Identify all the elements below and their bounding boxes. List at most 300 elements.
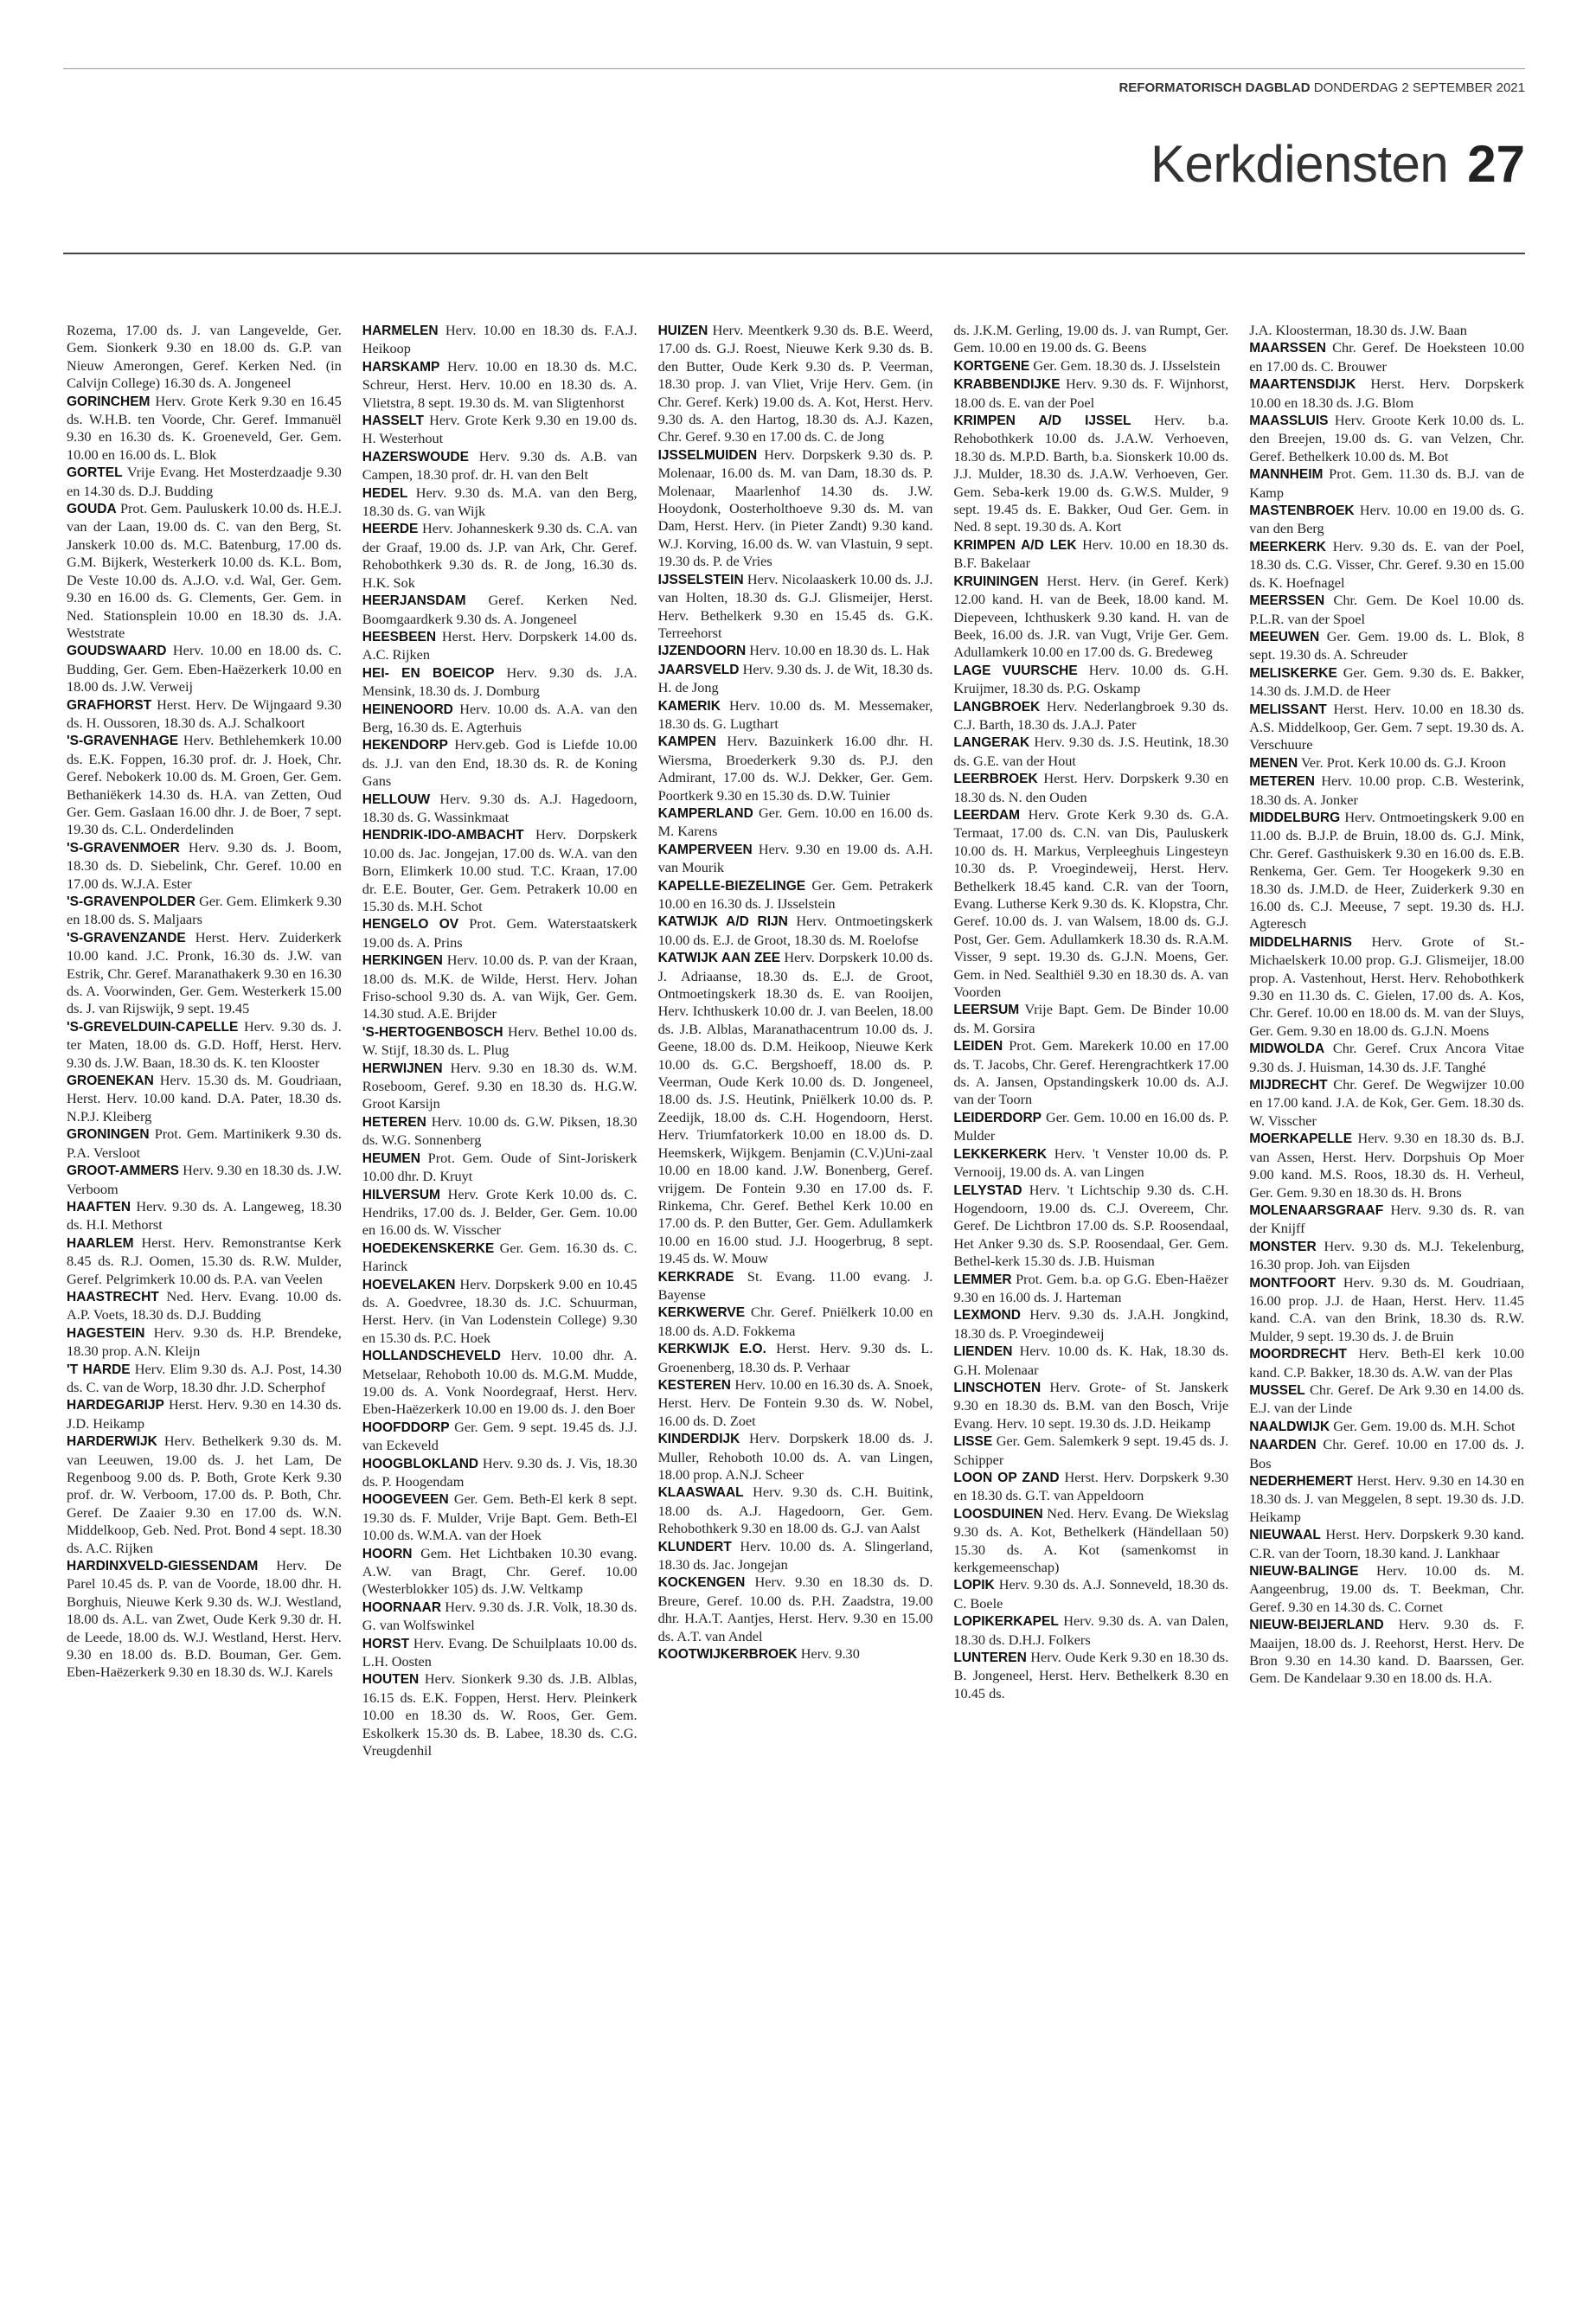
service-details: Herv. Ontmoetingskerk 10.00 ds. E.J. de Groot, 18.30 ds. M. Roelofse	[657, 913, 933, 948]
church-service-entry	[67, 1288, 342, 1324]
church-service-entry	[67, 1396, 342, 1433]
place-name: LEKKERKERK	[953, 1146, 1048, 1162]
place-name: MASTENBROEK	[1249, 503, 1355, 519]
service-details: Herv. 10.00 ds. M. Aangeenbrug, 19.00 ds. T. Beekman, Chr. Geref. 9.30 en 14.30 ds. C. Cornet	[1249, 1562, 1524, 1615]
church-service-entry	[362, 484, 638, 521]
church-service-entry	[953, 1037, 1228, 1109]
place-name: MIDDELBURG	[1249, 810, 1341, 825]
church-service-entry	[658, 733, 933, 804]
church-service-entry	[67, 1072, 342, 1125]
church-service-entry	[658, 697, 933, 734]
place-name: HEDEL	[362, 485, 408, 501]
service-details: Herv. 9.30 ds. J.A.H. Jongkind, 18.30 ds. P. Vroegindeweij	[953, 1306, 1229, 1342]
church-service-entry	[1249, 1526, 1524, 1562]
church-service-entry	[658, 949, 933, 1267]
place-name: KERKWERVE	[657, 1305, 746, 1321]
service-details: Herv. 10.00 en 18.30 ds. F.A.J. Heikoop	[362, 322, 638, 357]
church-service-entry	[658, 322, 933, 446]
place-name: 'T HARDE	[67, 1362, 131, 1377]
service-details: Herv. 9.30 en 18.30 ds. W.M. Roseboom, Geref. 9.30 en 18.30 ds. H.G.W. Groot Karsijn	[362, 1059, 638, 1112]
service-details: Herv. b.a. Rehobothkerk 10.00 ds. J.A.W. Verhoeven, 18.30 ds. M.P.D. Barth, b.a. Sionskerk 10.00 ds. J.J. Mulder, 18.30 ds. J.A.W. Verhoeven, Ger. Gem. Seba-kerk 19.00 ds. G.W.S. Mulder, 9 sept. 19.45 ds. E. Bakker, Oud Ger. Gem. in Ned. 8 sept. 19.30 ds. A. Kort	[953, 412, 1229, 535]
place-name: KINDERDIJK	[657, 1432, 740, 1447]
place-name: MONTFOORT	[1249, 1275, 1336, 1291]
service-details: Herv. 9.30 en 18.30 ds. D. Breure, Geref. 10.00 ds. P.H. Zaadstra, 19.00 dhr. H.A.T. Aantjes, Herst. Herv. 9.30 en 15.00 ds. A.T. van Andel	[657, 1574, 933, 1644]
place-name: KOCKENGEN	[657, 1575, 746, 1591]
place-name: HEINENOORD	[362, 702, 453, 717]
church-service-entry	[658, 661, 933, 697]
church-service-entry	[1249, 1130, 1524, 1202]
church-service-entry	[658, 804, 933, 841]
church-service-entry	[67, 893, 342, 929]
service-details: Chr. Geref. De Wegwijzer 10.00 en 17.00 kand. J.A. de Kok, Ger. Gem. 18.30 ds. W. Visscher	[1249, 1076, 1524, 1129]
church-service-entry	[362, 1599, 638, 1635]
church-service-entry	[1249, 1345, 1524, 1381]
place-name: HOORNAAR	[362, 1599, 442, 1615]
place-name: MOERKAPELLE	[1249, 1131, 1353, 1147]
masthead-date: DONDERDAG 2 SEPTEMBER 2021	[1313, 80, 1525, 95]
place-name: 'S-GRAVENMOER	[67, 840, 180, 856]
service-details: Herv. 10.00 en 18.00 ds. C. Budding, Ger. Gem. Eben-Haëzerkerk 10.00 en 18.00 ds. J.W. Verweij	[67, 642, 342, 695]
service-details: Prot. Gem. b.a. op G.G. Eben-Haëzer 9.30 en 16.00 ds. J. Harteman	[953, 1270, 1229, 1305]
place-name: LELYSTAD	[953, 1183, 1022, 1198]
church-service-entry	[953, 357, 1228, 375]
church-service-entry	[1249, 1238, 1524, 1274]
service-details: Herst. Herv. Dorpskerk 14.00 ds. A.C. Rijken	[362, 627, 638, 663]
service-details: Chr. Geref. De Ark 9.30 en 14.00 ds. E.J. van der Linde	[1249, 1381, 1524, 1417]
place-name: HOLLANDSCHEVELD	[362, 1349, 501, 1364]
church-service-entry	[362, 322, 638, 358]
place-name: KAPELLE-BIEZELINGE	[657, 878, 806, 894]
place-name: HILVERSUM	[362, 1187, 440, 1202]
top-rule	[63, 68, 1525, 69]
service-details: J.A. Kloosterman, 18.30 ds. J.W. Baan	[1249, 322, 1467, 338]
place-name: HOOFDDORP	[362, 1420, 450, 1435]
church-service-entry	[362, 1276, 638, 1348]
church-service-entry	[362, 520, 638, 592]
service-details: Herv. Bethel 10.00 ds. W. Stijf, 18.30 ds. L. Plug	[362, 1022, 638, 1059]
church-service-entry	[953, 1433, 1228, 1469]
church-service-entry	[362, 701, 638, 737]
place-name: GRONINGEN	[67, 1127, 150, 1143]
church-service-entry	[362, 1545, 638, 1599]
church-service-entry	[953, 1145, 1228, 1182]
place-name: MOLENAARSGRAAF	[1249, 1202, 1384, 1218]
church-service-entry	[953, 1182, 1228, 1271]
service-details: Herv. 10.00 prop. C.B. Westerink, 18.30 ds. A. Jonker	[1249, 772, 1524, 808]
service-details: Herv. Bazuinkerk 16.00 dhr. H. Wiersma, Broederkerk 9.30 ds. P.J. den Admirant, 17.00 ds. W.J. Dekker, Ger. Gem. Poortkerk 9.30 en 15.30 ds. D.W. Tuinier	[657, 733, 933, 804]
church-service-entry	[953, 1271, 1228, 1307]
service-details: Ger. Gem. 19.00 ds. L. Blok, 8 sept. 19.30 ds. A. Schreuder	[1249, 627, 1524, 663]
service-details: Herv. Elim 9.30 ds. A.J. Post, 14.30 ds. C. van de Worp, 18.30 dhr. J.D. Scherphof	[67, 1360, 342, 1395]
church-service-entry	[67, 393, 342, 465]
church-service-entry	[1249, 754, 1524, 772]
church-service-entry	[67, 464, 342, 500]
church-service-entry	[362, 358, 638, 412]
church-service-entry	[362, 592, 638, 628]
service-details: Ger. Gem. 10.00 en 16.00 ds. P. Mulder	[953, 1108, 1229, 1144]
church-service-entry	[1249, 1274, 1524, 1346]
church-service-entry	[953, 1505, 1228, 1577]
service-details: Ger. Gem. Salemkerk 9 sept. 19.45 ds. J. Schipper	[953, 1433, 1229, 1468]
service-details: Herv. 9.30 ds. H.P. Brendeke, 18.30 prop. A.N. Kleijn	[67, 1324, 342, 1360]
place-name: LOPIKERKAPEL	[953, 1614, 1059, 1630]
place-name: HAASTRECHT	[67, 1289, 159, 1304]
church-service-entry	[362, 1060, 638, 1113]
service-details: Herv. Dorpskerk 9.30 ds. P. Molenaar, 16.00 ds. M. van Dam, 18.30 ds. P. Molenaar, Maarlenhof 14.30 ds. J.W. Hooydonk, Oosterholthoeve 9.30 ds. M. van Dam, Herst. Herv. (in Pieter Zandt) 9.30 kand. W.J. Korving, 16.00 ds. W. van Vlastuin, 9 sept. 19.30 ds. P. de Vries	[657, 445, 933, 570]
place-name: METEREN	[1249, 774, 1315, 790]
service-details: Herst. Herv. Zuiderkerk 10.00 kand. J.C. Pronk, 16.30 ds. J.W. van Estrik, Chr. Geref. Maranathakerk 9.30 en 16.30 ds. A. Voorwinden, Ger. Gem. Westerkerk 15.00 ds. J. van Rijswijk, 9 sept. 19.45	[67, 928, 342, 1017]
section-title: Kerkdiensten	[1151, 135, 1449, 193]
church-service-entry	[953, 1343, 1228, 1379]
service-details: Herv. Grote Kerk 9.30 en 19.00 ds. H. Westerhout	[362, 412, 638, 447]
place-name: HEERDE	[362, 522, 419, 537]
place-name: LISSE	[953, 1434, 993, 1450]
place-name: KATWIJK AAN ZEE	[657, 951, 781, 966]
service-details: Herv. 15.30 ds. M. Goudriaan, Herst. Herv. 10.00 kand. D.A. Pater, 18.30 ds. N.P.J. Kleiberg	[67, 1072, 342, 1125]
service-details: Herst. Herv. Dorpskerk 9.30 kand. C.R. van der Toorn, 18.30 kand. J. Lankhaar	[1249, 1526, 1524, 1561]
place-name: LIENDEN	[953, 1344, 1013, 1360]
place-name: HEESBEEN	[362, 629, 437, 644]
place-name: GOUDA	[67, 502, 117, 517]
place-name: 'S-GRAVENZANDE	[67, 930, 186, 945]
church-service-entry	[658, 1304, 933, 1340]
place-name: MEERSSEN	[1249, 593, 1325, 609]
service-details: Chr. Geref. Pniëlkerk 10.00 en 18.00 ds. A.D. Fokkema	[657, 1304, 933, 1339]
church-service-entry	[1249, 809, 1524, 933]
place-name: KAMPERVEEN	[657, 842, 753, 857]
church-service-entry	[362, 1113, 638, 1150]
service-details: Prot. Gem. Pauluskerk 10.00 ds. H.E.J. van der Laan, 19.00 ds. C. van den Berg, St. Janskerk 10.00 ds. M.C. Batenburg, 17.00 ds. G.M. Bijkerk, Westerkerk 10.00 ds. K.L. Bom, De Veste 10.00 ds. A.J.O. v.d. Wal, Ger. Gem. 9.30 en 16.00 ds. G. Clements, Ger. Gem. in Ned. Stationsplein 10.00 en 18.30 ds. J.A. Weststrate	[67, 500, 342, 641]
place-name: LANGBROEK	[953, 699, 1041, 715]
church-service-entry	[953, 1379, 1228, 1433]
church-service-entry	[953, 1649, 1228, 1702]
place-name: LEERBROEK	[953, 772, 1038, 787]
service-details: Herv. 9.30 ds. M.A. van den Berg, 18.30 ds. G. van Wijk	[362, 484, 638, 520]
service-details: Herst. Herv. (in Geref. Kerk) 12.00 kand. H. van de Beek, 18.00 kand. M. Diepeveen, Ichthuskerk 9.30 kand. H. van de Beek, 16.00 ds. J.R. van Vugt, Vrije Ger. Gem. Adullamkerk 10.00 en 17.00 ds. G. Bredeweg	[953, 572, 1229, 661]
service-details: Ger. Gem. 10.00 en 16.00 ds. M. Karens	[657, 804, 933, 840]
place-name: KAMERIK	[657, 698, 721, 714]
service-details: Herst. Herv. 9.30 ds. L. Groenenberg, 18.30 ds. P. Verhaar	[657, 1340, 933, 1375]
place-name: MOORDRECHT	[1249, 1347, 1347, 1362]
place-name: HASSELT	[362, 413, 424, 429]
service-details: Prot. Gem. Waterstaatskerk 19.00 ds. A. Prins	[362, 915, 638, 951]
service-details: St. Evang. 11.00 evang. J. Bayense	[657, 1267, 933, 1303]
service-details: ds. J.K.M. Gerling, 19.00 ds. J. van Rumpt, Ger. Gem. 10.00 en 19.00 ds. G. Beens	[953, 322, 1229, 356]
church-service-entry	[658, 1538, 933, 1574]
church-service-entry	[953, 1109, 1228, 1145]
place-name: HOEVELAKEN	[362, 1277, 456, 1292]
church-service-entry	[67, 1125, 342, 1162]
service-details: Herv. Dorpskerk 18.00 ds. J. Muller, Rehoboth 10.00 ds. A. van Lingen, 18.00 prop. A.N.J. Scheer	[657, 1430, 933, 1483]
place-name: MUSSEL	[1249, 1382, 1305, 1398]
service-details: Ger. Gem. 9.30 ds. E. Bakker, 14.30 ds. J.M.D. de Heer	[1249, 663, 1524, 700]
service-details: Herv. 10.00 en 19.00 ds. G. van den Berg	[1249, 502, 1524, 537]
service-details: Herv. 9.30 ds. J. ter Maten, 18.00 ds. G.D. Hoff, Herst. Herv. 9.30 ds. J.W. Baan, 18.30 ds. K. ten Klooster	[67, 1017, 342, 1071]
church-service-entry	[953, 412, 1228, 536]
church-service-entry	[362, 1186, 638, 1240]
place-name: 'S-GREVELDUIN-CAPELLE	[67, 1019, 239, 1035]
service-details: Herv. Oude Kerk 9.30 en 18.30 ds. B. Jongeneel, Herst. Herv. Bethelkerk 8.30 en 10.45 ds.	[953, 1649, 1229, 1702]
place-name: GOUDSWAARD	[67, 644, 167, 659]
church-service-entry	[1249, 1418, 1524, 1436]
place-name: KRABBENDIJKE	[953, 377, 1061, 393]
service-details: Prot. Gem. Oude of Sint-Joriskerk 10.00 dhr. D. Kruyt	[362, 1149, 638, 1185]
service-details: Herst. Herv. Remonstrantse Kerk 8.45 ds. R.J. Oomen, 15.30 ds. R.W. Mulder, Geref. Pelgrimkerk 10.00 ds. P.A. van Veelen	[67, 1234, 342, 1287]
church-service-entry	[953, 734, 1228, 770]
place-name: HENGELO OV	[362, 917, 459, 933]
church-service-entry	[953, 1576, 1228, 1612]
place-name: HUIZEN	[657, 324, 708, 338]
church-service-entry	[67, 696, 342, 733]
service-details: Herv. 9.30 ds. F. Maaijen, 18.00 ds. J. Reehorst, Herst. Herv. De Bron 9.30 en 14.30 kand. D. Baarssen, Ger. Gem. De Kandelaar 9.30 en 18.00 ds. H.A.	[1249, 1616, 1524, 1687]
service-details: Herv. Johanneskerk 9.30 ds. C.A. van der Graaf, 19.00 ds. J.P. van Ark, Chr. Geref. Rehobothkerk 9.30 ds. R. de Jong, 16.30 ds. H.K. Sok	[362, 520, 638, 591]
place-name: LOPIK	[953, 1578, 995, 1593]
church-service-entry	[658, 841, 933, 877]
church-service-entry	[67, 732, 342, 838]
church-service-entry	[362, 1455, 638, 1491]
place-name: NEDERHEMERT	[1249, 1474, 1353, 1489]
service-details: Herv. 10.00 ds. K. Hak, 18.30 ds. G.H. Molenaar	[953, 1343, 1229, 1378]
service-details: Herv. Grote Kerk 9.30 ds. G.A. Termaat, 17.00 ds. C.N. van Dis, Pauluskerk 10.00 ds. H. Markus, Verpleeghuis Lingesteyn 10.30 ds. P. Vroegindeweij, Herst. Herv. Bethelkerk 18.45 kand. C.R. van der Toorn, Evang. Lutherse Kerk 9.30 ds. K. Klopstra, Chr. Geref. 10.00 ds. J. van Walsem, 18.00 ds. G.J. Post, Ger. Gem. Adullamkerk 18.30 ds. R.A.M. Visser, 9 sept. 19.30 ds. G.J.N. Moens, Ger. Gem. in Ned. Sealthiël 9.30 en 18.30 ds. A. van Voorden	[953, 805, 1229, 1001]
church-service-entry	[1249, 412, 1524, 465]
church-service-entry	[1249, 502, 1524, 538]
church-service-entry	[362, 1490, 638, 1544]
service-details: Herv. Grote Kerk 10.00 ds. C. Hendriks, 17.00 ds. J. Belder, Ger. Gem. 10.00 en 16.00 ds. W. Visscher	[362, 1185, 638, 1239]
service-details: Herv. 10.00 en 18.30 ds. B.F. Bakelaar	[953, 535, 1229, 572]
service-details: Herv. 10.00 ds. G.H. Kruijmer, 18.30 ds. P.G. Oskamp	[953, 661, 1229, 697]
place-name: HOUTEN	[362, 1672, 420, 1688]
listing-column-1	[67, 322, 342, 2277]
service-details: Herv. 9.30 ds. E. van der Poel, 18.30 ds. C.G. Visser, Chr. Geref. 9.30 en 15.00 ds. K. Hoefnagel	[1249, 537, 1524, 591]
place-name: IJZENDOORN	[657, 644, 747, 659]
place-name: NIEUW-BALINGE	[1249, 1564, 1359, 1580]
place-name: GROOT-AMMERS	[67, 1163, 180, 1179]
place-name: JAARSVELD	[657, 662, 740, 677]
place-name: HELLOUW	[362, 792, 431, 807]
church-service-entry	[1249, 1040, 1524, 1076]
place-name: HARDERWIJK	[67, 1434, 157, 1450]
church-service-entry	[953, 322, 1228, 357]
church-service-entry	[362, 952, 638, 1023]
listings-columns	[67, 322, 1524, 2277]
service-details: Herv. 9.30 ds. A.B. van Campen, 18.30 prof. dr. H. van den Belt	[362, 447, 638, 484]
place-name: 'S-GRAVENHAGE	[67, 734, 179, 749]
place-name: HEUMEN	[362, 1150, 420, 1166]
church-service-entry	[658, 877, 933, 913]
service-details: Herv. 9.30 ds. R. van der Knijff	[1249, 1201, 1524, 1237]
church-service-entry	[67, 500, 342, 642]
place-name: LEERSUM	[953, 1003, 1020, 1018]
church-service-entry	[362, 1150, 638, 1186]
place-name: LINSCHOTEN	[953, 1380, 1042, 1395]
place-name: IJSSELSTEIN	[657, 572, 744, 587]
place-name: MONSTER	[1249, 1239, 1317, 1254]
place-name: HAGESTEIN	[67, 1325, 145, 1341]
service-details: Herv. 9.30 ds. F. Wijnhorst, 18.00 ds. E. van der Poel	[953, 375, 1229, 411]
place-name: MENEN	[1249, 755, 1298, 771]
place-name: MEEUWEN	[1249, 629, 1320, 644]
service-details: Herv. 9.30 ds. A.J. Hagedoorn, 18.30 ds. G. Wassinkmaat	[362, 790, 638, 825]
service-details: Herv. 9.30 ds. A.J. Sonneveld, 18.30 ds. C. Boele	[953, 1576, 1229, 1612]
church-service-entry	[1249, 538, 1524, 592]
place-name: GORTEL	[67, 465, 123, 481]
section-header	[1151, 134, 1525, 203]
church-service-entry	[1249, 592, 1524, 628]
service-details: Herv. 10.00 dhr. A. Metselaar, Rehoboth 10.00 ds. M.G.M. Mudde, 19.00 ds. A. Vonk Noordegraaf, Herst. Herv. Eben-Haëzerkerk 10.00 en 19.00 ds. J. den Boer	[362, 1347, 638, 1418]
service-details: Herv. 9.30 ds. J. de Wit, 18.30 ds. H. de Jong	[657, 660, 933, 696]
church-service-entry	[1249, 1436, 1524, 1472]
church-service-entry	[1249, 933, 1524, 1040]
service-details: Herst. Herv. Dorpskerk 9.30 en 18.30 ds. N. den Ouden	[953, 770, 1229, 805]
service-details: Chr. Geref. De Hoeksteen 10.00 en 17.00 ds. C. Brouwer	[1249, 339, 1524, 375]
church-service-entry	[1249, 1076, 1524, 1130]
place-name: LUNTEREN	[953, 1650, 1027, 1666]
service-details: Herv. 9.30 ds. A. Langeweg, 18.30 ds. H.I. Methorst	[67, 1197, 342, 1234]
place-name: KRIMPEN A/D LEK	[953, 537, 1077, 553]
place-name: 'S-HERTOGENBOSCH	[362, 1024, 503, 1040]
church-service-entry	[67, 1018, 342, 1072]
place-name: HEKENDORP	[362, 738, 448, 753]
church-service-entry	[1249, 1472, 1524, 1526]
service-details: Herv. 10.00 en 16.30 ds. A. Snoek, Herst. Herv. De Fontein 9.30 ds. W. Nobel, 16.00 ds. D. Zoet	[657, 1375, 933, 1429]
church-service-entry	[953, 1306, 1228, 1343]
service-details: Chr. Geref. 10.00 en 17.00 ds. J. Bos	[1249, 1436, 1524, 1471]
service-details: Herv. 10.00 en 18.30 ds. M.C. Schreur, Herst. Herv. 10.00 en 18.30 ds. A. Vlietstra, 8 sept. 19.30 ds. M. van Sligtenhorst	[362, 357, 638, 411]
place-name: HEERJANSDAM	[362, 593, 466, 609]
service-details: Herv. 't Lichtschip 9.30 ds. C.H. Hogendoorn, 19.00 ds. C.J. Overeem, Chr. Geref. De Lichtbron 17.00 ds. S.P. Roosendaal, Het Anker 9.30 ds. S.P. Roosendaal, Ger. Gem. Bethel-kerk 15.30 ds. J.B. Huisman	[953, 1181, 1229, 1270]
church-service-entry	[1249, 1202, 1524, 1238]
church-service-entry	[658, 571, 933, 643]
place-name: HARSKAMP	[362, 359, 440, 375]
church-service-entry	[362, 628, 638, 664]
service-details: Herv. Nederlangbroek 9.30 ds. C.J. Barth, 18.30 ds. J.A.J. Pater	[953, 697, 1229, 733]
place-name: NAALDWIJK	[1249, 1419, 1330, 1434]
service-details: Herv. Dorpskerk 9.00 en 10.45 ds. A. Goedvree, 18.30 ds. J.C. Schuurman, Herst. Herv. (in Van Lodenstein College) 9.30 en 15.30 ds. P.C. Hoek	[362, 1275, 638, 1346]
place-name: MIJDRECHT	[1249, 1078, 1328, 1093]
church-service-entry	[658, 1340, 933, 1376]
church-service-entry	[658, 446, 933, 571]
place-name: HEI- EN BOEICOP	[362, 665, 495, 681]
service-details: Herv. 9.30 ds. J.R. Volk, 18.30 ds. G. van Wolfswinkel	[362, 1598, 638, 1634]
service-details: Chr. Gem. De Koel 10.00 ds. P.L.R. van der Spoel	[1249, 592, 1524, 627]
listing-column-4	[953, 322, 1228, 2277]
listing-column-3	[658, 322, 933, 2277]
service-details: Herst. Herv. 9.30 en 14.30 ds. J.D. Heikamp	[67, 1396, 342, 1432]
service-details: Gem. Het Lichtbaken 10.30 evang. A.W. van Bragt, Chr. Geref. 10.00 (Westerblokker 105) ds. J.W. Veltkamp	[362, 1544, 638, 1598]
church-service-entry	[953, 375, 1228, 412]
church-service-entry	[67, 1234, 342, 1288]
place-name: HOOGEVEEN	[362, 1492, 449, 1508]
service-details: Herv. Evang. De Schuilplaats 10.00 ds. L.H. Oosten	[362, 1634, 638, 1670]
service-details: Herv. 9.30 en 18.30 ds. B.J. van Assen, Herst. Herv. Dorpshuis Op Moer 9.00 kand. M.S. Roos, 18.30 ds. H. Verheul, Ger. Gem. 9.30 en 18.30 ds. H. Brons	[1249, 1130, 1524, 1201]
church-service-entry	[953, 536, 1228, 573]
place-name: LEXMOND	[953, 1308, 1021, 1324]
place-name: LEIDERDORP	[953, 1110, 1042, 1125]
place-name: 'S-GRAVENPOLDER	[67, 894, 195, 909]
place-name: MEERKERK	[1249, 539, 1326, 554]
church-service-entry	[953, 698, 1228, 734]
place-name: MIDWOLDA	[1249, 1042, 1325, 1057]
place-name: KRUININGEN	[953, 574, 1039, 589]
church-service-entry	[953, 573, 1228, 662]
church-service-entry	[67, 642, 342, 695]
service-details: Herv. Groote Kerk 10.00 ds. L. den Breejen, 19.00 ds. G. van Velzen, Chr. Geref. Bethelkerk 10.00 ds. M. Bot	[1249, 412, 1524, 465]
service-details: Herv. 9.30 en 19.00 ds. A.H. van Mourik	[657, 840, 933, 876]
service-details: Herv. 10.00 ds. G.W. Piksen, 18.30 ds. W.G. Sonnenberg	[362, 1112, 638, 1149]
place-name: HOOGBLOKLAND	[362, 1456, 479, 1471]
place-name: HAARLEM	[67, 1235, 134, 1251]
church-service-entry	[362, 791, 638, 827]
service-details: Herst. Herv. Dorpskerk 10.00 en 18.30 ds. J.G. Blom	[1249, 375, 1524, 411]
service-details: Herv. 9.30 ds. J.A. Mensink, 18.30 ds. J. Domburg	[362, 663, 638, 700]
place-name: LEMMER	[953, 1272, 1012, 1287]
church-service-entry	[658, 1574, 933, 1645]
service-details: Ger. Gem. 18.30 ds. J. IJsselstein	[1033, 356, 1221, 374]
church-service-entry	[362, 448, 638, 484]
church-service-entry	[1249, 465, 1524, 502]
service-details: Ger. Gem. Petrakerk 10.00 en 16.30 ds. J. IJsselstein	[657, 876, 933, 912]
place-name: LAGE VUURSCHE	[953, 663, 1078, 678]
church-service-entry	[67, 1162, 342, 1198]
place-name: KERKWIJK E.O.	[657, 1342, 766, 1357]
place-name: MANNHEIM	[1249, 467, 1324, 483]
service-details: Herv. Dorpskerk 10.00 ds. Jac. Jongejan, 17.00 ds. W.A. van den Born, Elimkerk 10.00 stud. T.C. Kraan, 17.00 dr. E.E. Bouter, Ger. Gem. Petrakerk 10.00 en 15.30 ds. M.H. Schot	[362, 826, 638, 914]
church-service-entry	[362, 1023, 638, 1060]
church-service-entry	[953, 662, 1228, 698]
church-service-entry	[953, 1469, 1228, 1505]
service-details: Herv. 9.30 ds. J.S. Heutink, 18.30 ds. G.E. van der Hout	[953, 734, 1229, 769]
place-name: MAARSSEN	[1249, 341, 1326, 356]
service-details: Ver. Prot. Kerk 10.00 ds. G.J. Kroon	[1300, 753, 1506, 771]
service-details: Rozema, 17.00 ds. J. van Langevelde, Ger. Gem. Sionkerk 9.30 en 18.00 ds. G.P. van Nieuw Amerongen, Geref. Kerken Ned. (in Calvijn College) 16.30 ds. A. Jongeneel	[67, 322, 342, 392]
place-name: MIDDELHARNIS	[1249, 934, 1353, 950]
church-service-entry	[362, 1240, 638, 1276]
listing-column-5	[1249, 322, 1524, 2277]
place-name: NIEUWAAL	[1249, 1528, 1321, 1543]
church-service-entry	[362, 412, 638, 448]
place-name: KESTEREN	[657, 1377, 731, 1393]
church-service-entry	[362, 1635, 638, 1671]
place-name: MELISKERKE	[1249, 665, 1337, 681]
service-details: Herv.geb. God is Liefde 10.00 ds. J.J. van den End, 18.30 ds. R. de Koning Gans	[362, 736, 638, 790]
service-details: Herv. Beth-El kerk 10.00 kand. C.P. Bakker, 18.30 ds. A.W. van der Plas	[1249, 1345, 1524, 1381]
service-details: Prot. Gem. Martinikerk 9.30 ds. P.A. Versloot	[67, 1125, 342, 1161]
service-details: Herv. Grote- of St. Janskerk 9.30 en 18.30 ds. B.M. van den Bosch, Vrije Evang. Herv. 10 sept. 19.30 ds. J.D. Heikamp	[953, 1378, 1229, 1432]
page-number: 27	[1467, 135, 1525, 193]
service-details: Chr. Geref. Crux Ancora Vitae 9.30 ds. J. Huisman, 14.30 ds. J.F. Tanghé	[1249, 1040, 1524, 1075]
church-service-entry	[362, 736, 638, 790]
service-details: Herst. Herv. Dorpskerk 9.30 en 18.30 ds. G.T. van Appeldoorn	[953, 1469, 1229, 1504]
church-service-entry	[67, 1433, 342, 1557]
place-name: GROENEKAN	[67, 1074, 154, 1089]
church-service-entry	[362, 664, 638, 701]
church-service-entry	[67, 1198, 342, 1234]
church-service-entry	[658, 1484, 933, 1537]
church-service-entry	[362, 826, 638, 915]
service-details: Vrije Evang. Het Mosterdzaadje 9.30 en 14.30 ds. D.J. Budding	[67, 464, 342, 499]
church-service-entry	[953, 1612, 1228, 1649]
place-name: HERWIJNEN	[362, 1061, 443, 1076]
place-name: KERKRADE	[657, 1269, 734, 1285]
masthead-paper-name: REFORMATORISCH DAGBLAD	[1118, 80, 1311, 95]
church-service-entry	[658, 1645, 933, 1663]
place-name: KRIMPEN A/D IJSSEL	[953, 413, 1131, 429]
listing-column-2	[362, 322, 638, 2277]
place-name: KLUNDERT	[657, 1539, 732, 1554]
church-service-entry	[67, 322, 342, 393]
place-name: MAARTENSDIJK	[1249, 377, 1356, 393]
place-name: HETEREN	[362, 1114, 426, 1130]
